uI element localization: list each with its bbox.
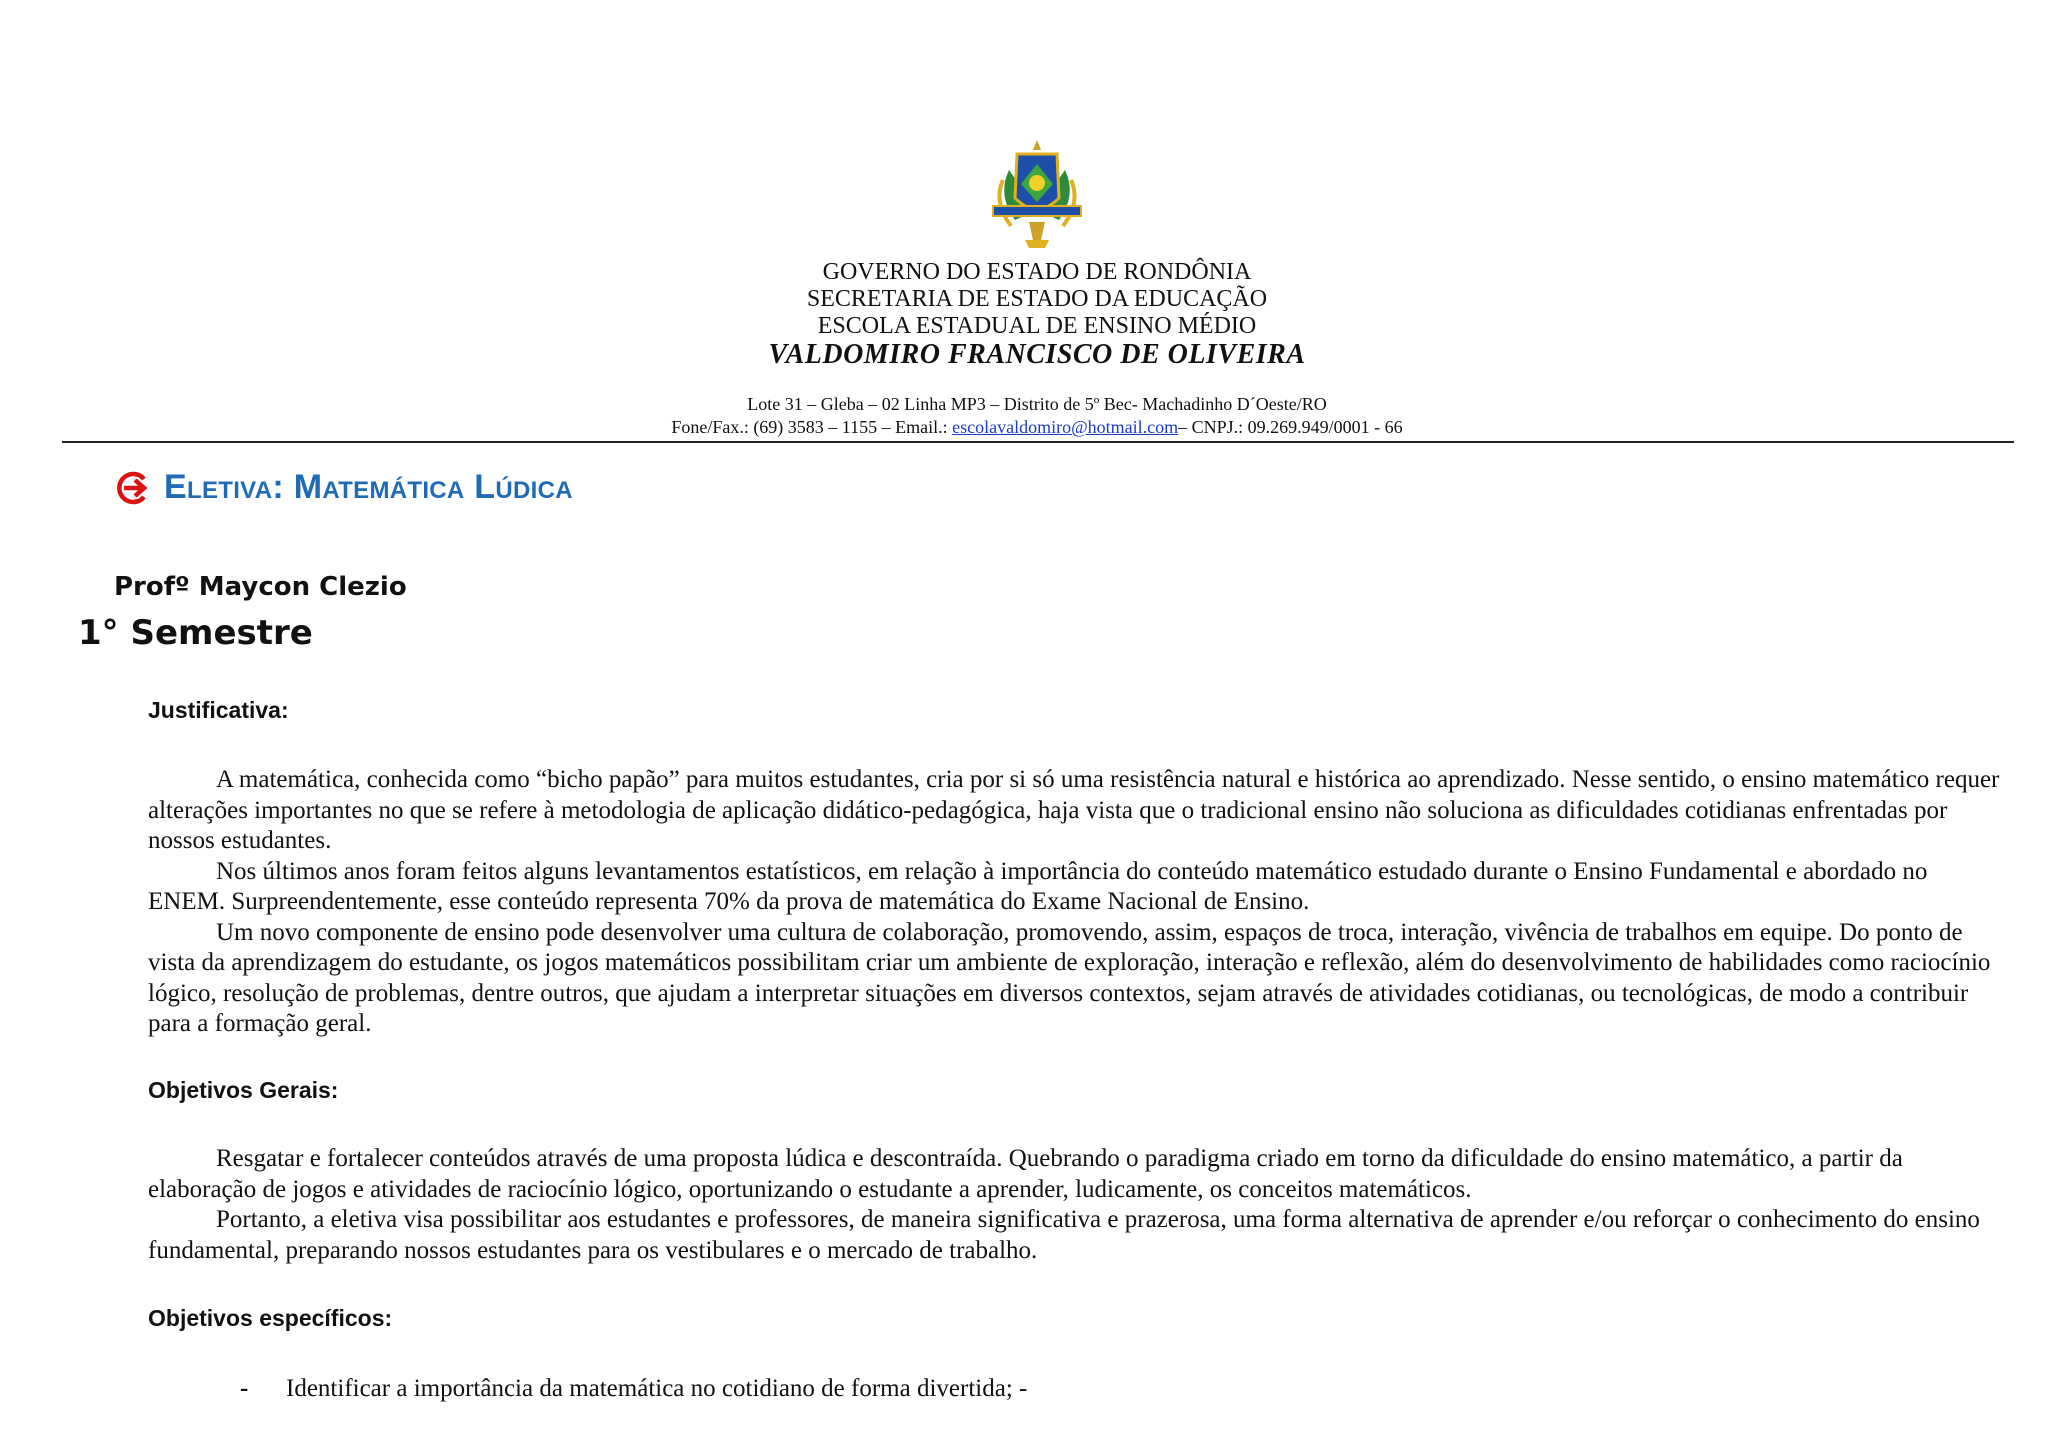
secretariat-name: SECRETARIA DE ESTADO DA EDUCAÇÃO — [806, 286, 1268, 312]
state-coat-of-arms-icon — [987, 140, 1087, 248]
objetivos-gerais-heading: Objetivos Gerais: — [148, 1077, 339, 1103]
justificativa-paragraph: A matemática, conhecida como “bicho papão” para muitos estudantes, cria por si só uma resistência natural e histórica ao aprendizado. Nesse sentido, o ensino matemático requer alterações importantes no que se refere à metodologia de aplicação didático-pedagógica, haja vista que o tradicional ensino não soluciona as dificuldades cotidianas enfrentadas por nossos estudantes. — [148, 766, 2000, 854]
professor-name: Profº Maycon Clezio — [114, 572, 407, 602]
eletiva-heading — [116, 468, 573, 507]
list-bullet: - — [240, 1375, 249, 1402]
contact-prefix: Fone/Fax.: (69) 3583 – 1155 – Email.: — [671, 417, 953, 437]
school-name: VALDOMIRO FRANCISCO DE OLIVEIRA — [768, 339, 1306, 370]
objetivos-especificos-heading: Objetivos específicos: — [148, 1305, 393, 1331]
list-item-text: Identificar a importância da matemática no cotidiano de forma divertida; - — [286, 1375, 1028, 1402]
contact-suffix: – CNPJ.: 09.269.949/0001 - 66 — [1178, 417, 1403, 437]
header-divider — [62, 441, 2014, 443]
justificativa-paragraph: Um novo componente de ensino pode desenvolver uma cultura de colaboração, promovendo, assim, espaços de troca, interação, vivência de trabalhos em equipe. Do ponto de vista da aprendizagem do estudante, os jogos matemáticos possibilitam criar um ambiente de exploração, interação e reflexão, além do desenvolvimento de habilidades como raciocínio lógico, resolução de problemas, dentre outros, que ajudam a interpretar situações em diversos contextos, sejam através de atividades cotidianas, ou tecnológicas, de modo a contribuir para a formação geral. — [148, 918, 1991, 1037]
eletiva-title: Eletiva: Matemática Lúdica — [164, 468, 573, 506]
objetivos-gerais-body — [148, 1144, 2000, 1266]
objetivos-gerais-paragraph: Portanto, a eletiva visa possibilitar aos estudantes e professores, de maneira significativa e prazerosa, uma forma alternativa de aprender e/ou reforçar o conhecimento do ensino fundamental, preparando nossos estudantes para os vestibulares e o mercado de trabalho. — [148, 1206, 1980, 1264]
justificativa-heading: Justificativa: — [148, 697, 289, 723]
school-contact — [0, 416, 2048, 438]
school-type: ESCOLA ESTADUAL DE ENSINO MÉDIO — [817, 313, 1257, 339]
justificativa-paragraph: Nos últimos anos foram feitos alguns levantamentos estatísticos, em relação à importância do conteúdo matemático estudado durante o Ensino Fundamental e abordado no ENEM. Surpreendentemente, esse conteúdo representa 70% da prova de matemática do Exame Nacional de Ensino. — [148, 857, 1928, 915]
semester-title: 1° Semestre — [78, 613, 313, 653]
objetivos-gerais-paragraph: Resgatar e fortalecer conteúdos através de uma proposta lúdica e descontraída. Quebrando o paradigma criado em torno da dificuldade do ensino matemático, a partir da elaboração de jogos e atividades de raciocínio lógico, oportunizando o estudante a aprender, ludicamente, os conceitos matemáticos. — [148, 1145, 1903, 1203]
school-address: Lote 31 – Gleba – 02 Linha MP3 – Distrito de 5º Bec- Machadinho D´Oeste/RO — [747, 394, 1327, 414]
list-item — [240, 1374, 1027, 1404]
arrow-right-circle-icon — [116, 471, 150, 505]
email-link[interactable]: escolavaldomiro@hotmail.com — [952, 417, 1179, 437]
justificativa-body — [148, 765, 2000, 1040]
government-name: GOVERNO DO ESTADO DE RONDÔNIA — [822, 259, 1252, 285]
